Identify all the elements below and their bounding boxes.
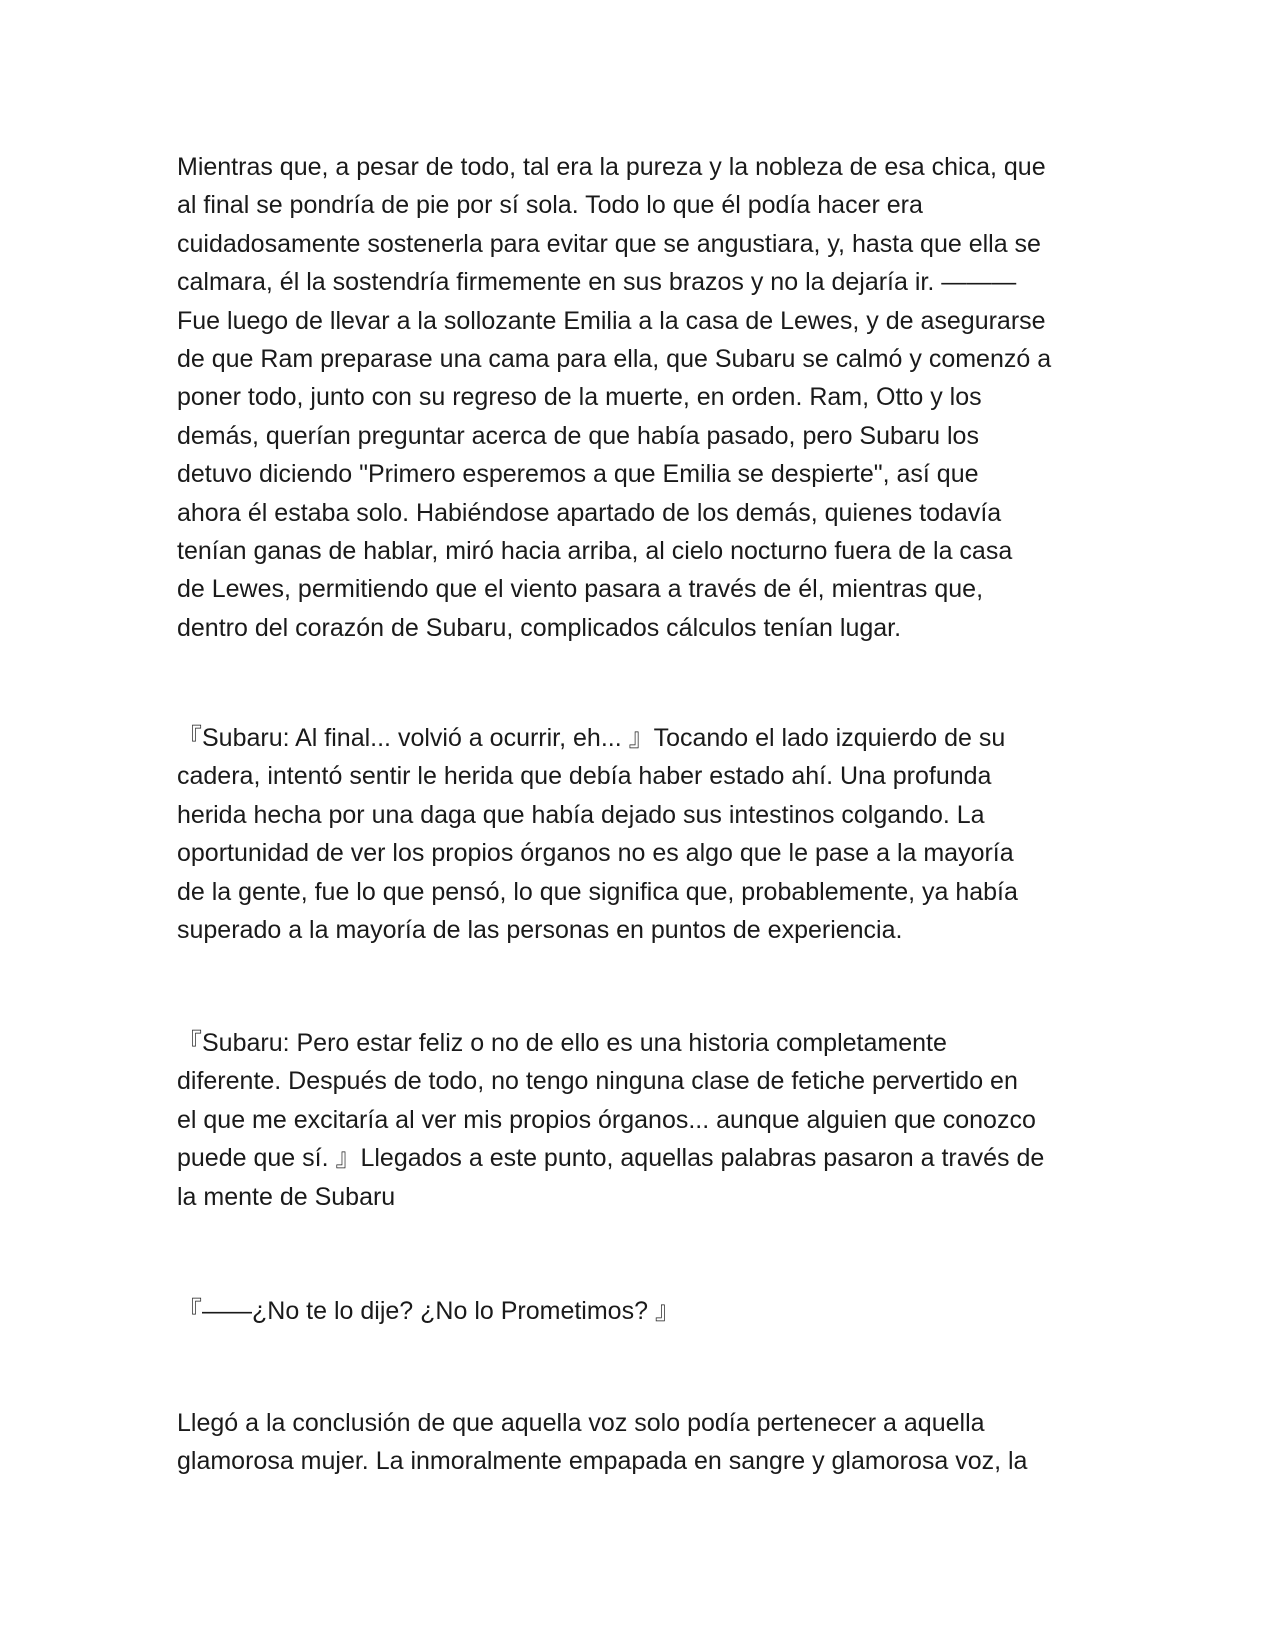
text-line: superado a la mayoría de las personas en puntos de experiencia. [177,915,903,944]
paragraph-dialogue-2 [177,1024,1107,1216]
text-line: calmara, él la sostendría firmemente en sus brazos y no la dejaría ir. ——— [177,268,1017,297]
text-line: de que Ram preparase una cama para ella, que Subaru se calmó y comenzó a [177,344,1052,373]
text-line: demás, querían preguntar acerca de que había pasado, pero Subaru los [177,421,979,450]
text-line: la mente de Subaru [177,1182,396,1211]
paragraph-narration-2 [177,1404,1107,1481]
text-line: tenían ganas de hablar, miró hacia arriba, al cielo nocturno fuera de la casa [177,536,1013,565]
text-line: Llegó a la conclusión de que aquella voz solo podía pertenecer a aquella [177,1409,985,1437]
text-line: detuvo diciendo "Primero esperemos a que Emilia se despierte", así que [177,460,979,489]
text-line: 『——¿No te lo dije? ¿No lo Prometimos? 』 [177,1297,680,1325]
paragraph-narration-1 [177,148,1107,647]
text-line: puede que sí. 』Llegados a este punto, aquellas palabras pasaron a través de [177,1144,1045,1173]
text-line: el que me excitaría al ver mis propios órganos... aunque alguien que conozco [177,1105,1036,1134]
paragraph-quote [177,1292,1107,1330]
text-line: glamorosa mujer. La inmoralmente empapada en sangre y glamorosa voz, la [177,1447,1028,1476]
text-line: al final se pondría de pie por sí sola. Todo lo que él podía hacer era [177,191,923,220]
text-line: Fue luego de llevar a la sollozante Emilia a la casa de Lewes, y de asegurarse [177,306,1046,335]
text-line: oportunidad de ver los propios órganos no es algo que le pase a la mayoría [177,839,1014,868]
text-line: Mientras que, a pesar de todo, tal era la pureza y la nobleza de esa chica, que [177,153,1046,181]
text-line: herida hecha por una daga que había dejado sus intestinos colgando. La [177,800,985,829]
text-line: poner todo, junto con su regreso de la muerte, en orden. Ram, Otto y los [177,383,982,412]
text-line: de la gente, fue lo que pensó, lo que significa que, probablemente, ya había [177,877,1018,906]
text-line: de Lewes, permitiendo que el viento pasara a través de él, mientras que, [177,575,984,604]
text-line: diferente. Después de todo, no tengo ninguna clase de fetiche pervertido en [177,1067,1018,1096]
text-line: 『Subaru: Al final... volvió a ocurrir, eh... 』Tocando el lado izquierdo de su [177,724,1006,752]
text-line: cuidadosamente sostenerla para evitar que se angustiara, y, hasta que ella se [177,229,1041,258]
paragraph-dialogue-1 [177,719,1107,949]
text-line: dentro del corazón de Subaru, complicados cálculos tenían lugar. [177,613,902,642]
text-line: 『Subaru: Pero estar feliz o no de ello es una historia completamente [177,1029,947,1057]
text-line: cadera, intentó sentir le herida que debía haber estado ahí. Una profunda [177,762,992,791]
text-line: ahora él estaba solo. Habiéndose apartado de los demás, quienes todavía [177,498,1002,527]
